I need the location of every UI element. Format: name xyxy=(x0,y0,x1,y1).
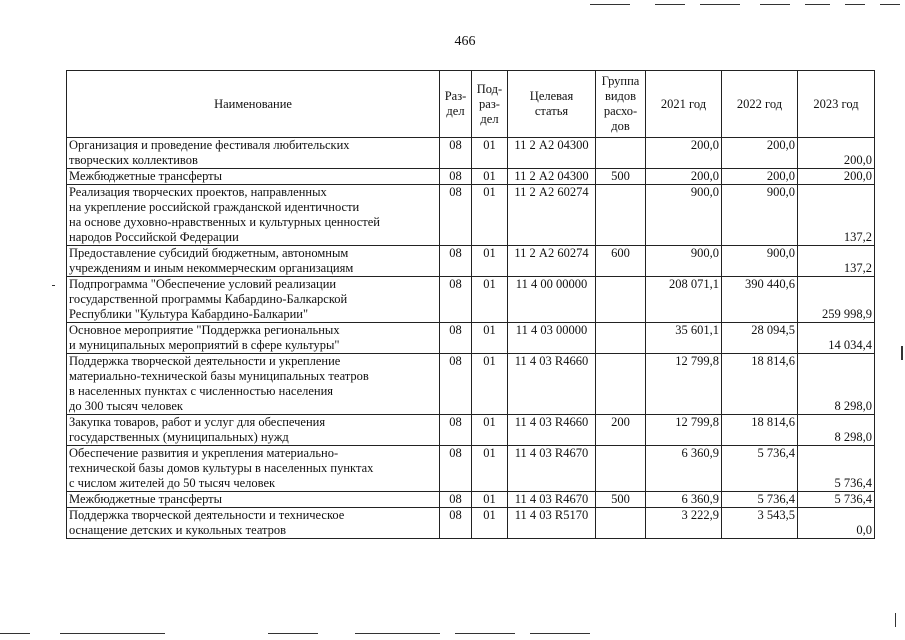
scan-artifact-top-3 xyxy=(700,4,740,5)
cell-2021: 3 222,9 xyxy=(646,508,722,539)
cell-2023: 200,0 xyxy=(798,169,875,185)
cell-section: 08 xyxy=(440,277,472,323)
cell-2023: 5 736,4 xyxy=(798,446,875,492)
scan-artifact-right-mark-2 xyxy=(895,613,896,627)
header-expense-group: Группа видов расхо- дов xyxy=(596,71,646,138)
table-row xyxy=(67,185,875,246)
cell-subsection: 01 xyxy=(472,508,508,539)
cell-name: Обеспечение развития и укрепления материально- технической базы домов культуры в населенных пунктах с числом жителей до 50 тысяч человек xyxy=(67,446,440,492)
table-row xyxy=(67,354,875,415)
cell-expense-group xyxy=(596,185,646,246)
scan-artifact-right-mark xyxy=(901,346,903,360)
cell-2022: 900,0 xyxy=(722,185,798,246)
cell-target-article: 11 4 00 00000 xyxy=(508,277,596,323)
cell-expense-group xyxy=(596,323,646,354)
scan-artifact-bottom-5 xyxy=(455,633,515,634)
cell-target-article: 11 4 03 R4670 xyxy=(508,446,596,492)
cell-2021: 900,0 xyxy=(646,246,722,277)
cell-name: Поддержка творческой деятельности и укрепление материально-технической базы муниципальных театров в населенных пунктах с численностью населения до 300 тысяч человек xyxy=(67,354,440,415)
cell-name: Закупка товаров, работ и услуг для обеспечения государственных (муниципальных) нужд xyxy=(67,415,440,446)
cell-expense-group: 500 xyxy=(596,492,646,508)
cell-name: Организация и проведение фестиваля любительских творческих коллективов xyxy=(67,138,440,169)
table-row xyxy=(67,246,875,277)
cell-name: Основное мероприятие "Поддержка региональных и муниципальных мероприятий в сфере культуры" xyxy=(67,323,440,354)
cell-section: 08 xyxy=(440,354,472,415)
scan-artifact-top-7 xyxy=(880,4,900,5)
cell-2023: 5 736,4 xyxy=(798,492,875,508)
table-body xyxy=(67,138,875,539)
cell-expense-group: 500 xyxy=(596,169,646,185)
cell-2022: 28 094,5 xyxy=(722,323,798,354)
cell-target-article: 11 4 03 R5170 xyxy=(508,508,596,539)
cell-2021: 900,0 xyxy=(646,185,722,246)
table-row xyxy=(67,492,875,508)
table-row xyxy=(67,446,875,492)
header-name: Наименование xyxy=(67,71,440,138)
cell-2022: 3 543,5 xyxy=(722,508,798,539)
cell-name: Межбюджетные трансферты xyxy=(67,492,440,508)
scan-artifact-top-1 xyxy=(590,4,630,5)
cell-2023: 8 298,0 xyxy=(798,415,875,446)
cell-2021: 6 360,9 xyxy=(646,446,722,492)
cell-2023: 259 998,9 xyxy=(798,277,875,323)
table-row xyxy=(67,415,875,446)
cell-section: 08 xyxy=(440,323,472,354)
scan-artifact-top-2 xyxy=(655,4,685,5)
cell-target-article: 11 4 03 00000 xyxy=(508,323,596,354)
cell-2022: 5 736,4 xyxy=(722,492,798,508)
cell-section: 08 xyxy=(440,492,472,508)
cell-2022: 5 736,4 xyxy=(722,446,798,492)
cell-2023: 137,2 xyxy=(798,246,875,277)
header-2021: 2021 год xyxy=(646,71,722,138)
cell-2021: 12 799,8 xyxy=(646,354,722,415)
cell-expense-group xyxy=(596,354,646,415)
cell-2022: 200,0 xyxy=(722,138,798,169)
cell-2022: 200,0 xyxy=(722,169,798,185)
cell-subsection: 01 xyxy=(472,138,508,169)
cell-section: 08 xyxy=(440,169,472,185)
scan-artifact-bottom-2 xyxy=(60,633,165,634)
cell-2022: 390 440,6 xyxy=(722,277,798,323)
cell-section: 08 xyxy=(440,138,472,169)
cell-expense-group xyxy=(596,138,646,169)
cell-expense-group xyxy=(596,277,646,323)
cell-2022: 18 814,6 xyxy=(722,354,798,415)
header-2023: 2023 год xyxy=(798,71,875,138)
table-row xyxy=(67,138,875,169)
header-section: Раз- дел xyxy=(440,71,472,138)
scan-artifact-top-5 xyxy=(805,4,830,5)
cell-2021: 12 799,8 xyxy=(646,415,722,446)
cell-name: Межбюджетные трансферты xyxy=(67,169,440,185)
cell-expense-group xyxy=(596,508,646,539)
table-row xyxy=(67,277,875,323)
cell-2021: 200,0 xyxy=(646,138,722,169)
cell-section: 08 xyxy=(440,415,472,446)
cell-2023: 8 298,0 xyxy=(798,354,875,415)
scan-artifact-top-4 xyxy=(760,4,790,5)
table-row xyxy=(67,323,875,354)
cell-section: 08 xyxy=(440,508,472,539)
cell-name: Поддержка творческой деятельности и техническое оснащение детских и кукольных театров xyxy=(67,508,440,539)
cell-2021: 200,0 xyxy=(646,169,722,185)
cell-target-article: 11 4 03 R4670 xyxy=(508,492,596,508)
page-number: 466 xyxy=(454,34,476,49)
cell-subsection: 01 xyxy=(472,277,508,323)
cell-section: 08 xyxy=(440,185,472,246)
cell-name: Реализация творческих проектов, направленных на укрепление российской гражданской идентичности на основе духовно-нравственных и культурных ценностей народов Российской Федерации xyxy=(67,185,440,246)
cell-target-article: 11 2 А2 04300 xyxy=(508,169,596,185)
scan-artifact-bottom-4 xyxy=(355,633,440,634)
table-row xyxy=(67,169,875,185)
cell-2023: 200,0 xyxy=(798,138,875,169)
budget-table xyxy=(66,70,875,539)
header-2022: 2022 год xyxy=(722,71,798,138)
cell-2021: 35 601,1 xyxy=(646,323,722,354)
scan-artifact-bottom-1 xyxy=(0,633,30,634)
cell-subsection: 01 xyxy=(472,246,508,277)
cell-2022: 18 814,6 xyxy=(722,415,798,446)
cell-2023: 137,2 xyxy=(798,185,875,246)
cell-subsection: 01 xyxy=(472,169,508,185)
scan-artifact-top-6 xyxy=(845,4,865,5)
cell-subsection: 01 xyxy=(472,354,508,415)
header-target-article: Целевая статья xyxy=(508,71,596,138)
cell-name: Предоставление субсидий бюджетным, автономным учреждениям и иным некоммерческим организациям xyxy=(67,246,440,277)
scan-artifact-bottom-6 xyxy=(530,633,590,634)
scan-artifact-bottom-3 xyxy=(268,633,318,634)
cell-target-article: 11 2 А2 60274 xyxy=(508,246,596,277)
cell-target-article: 11 2 А2 04300 xyxy=(508,138,596,169)
table-header-row xyxy=(67,71,875,138)
table-row xyxy=(67,508,875,539)
cell-expense-group: 200 xyxy=(596,415,646,446)
cell-target-article: 11 4 03 R4660 xyxy=(508,354,596,415)
cell-subsection: 01 xyxy=(472,323,508,354)
cell-section: 08 xyxy=(440,446,472,492)
cell-target-article: 11 2 А2 60274 xyxy=(508,185,596,246)
cell-name: Подпрограмма "Обеспечение условий реализации государственной программы Кабардино-Балкарской Республики "Культура Кабардино-Балкарии" xyxy=(67,277,440,323)
cell-2023: 0,0 xyxy=(798,508,875,539)
cell-subsection: 01 xyxy=(472,415,508,446)
cell-2021: 208 071,1 xyxy=(646,277,722,323)
cell-subsection: 01 xyxy=(472,446,508,492)
cell-2022: 900,0 xyxy=(722,246,798,277)
header-subsection: Под- раз- дел xyxy=(472,71,508,138)
cell-section: 08 xyxy=(440,246,472,277)
cell-subsection: 01 xyxy=(472,185,508,246)
cell-expense-group xyxy=(596,446,646,492)
cell-2023: 14 034,4 xyxy=(798,323,875,354)
cell-target-article: 11 4 03 R4660 xyxy=(508,415,596,446)
scan-artifact-dot xyxy=(52,285,55,286)
cell-subsection: 01 xyxy=(472,492,508,508)
cell-2021: 6 360,9 xyxy=(646,492,722,508)
cell-expense-group: 600 xyxy=(596,246,646,277)
